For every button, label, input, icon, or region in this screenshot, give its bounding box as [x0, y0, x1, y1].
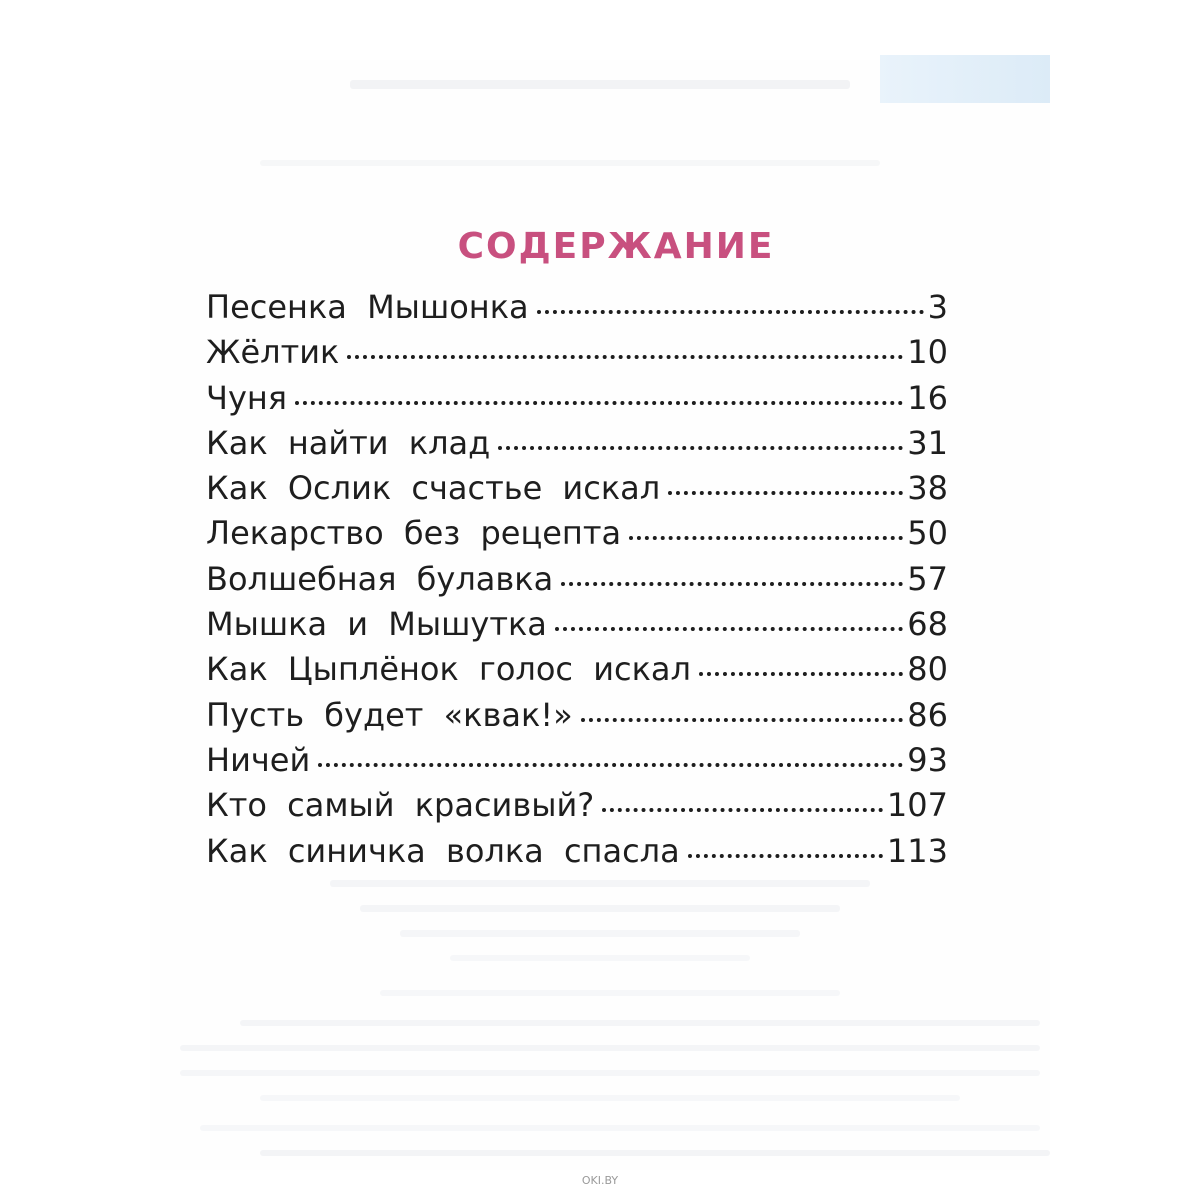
dot-leader — [688, 854, 883, 858]
bleed-through-line — [450, 955, 750, 961]
bleed-through-line — [330, 880, 870, 887]
table-of-contents — [206, 288, 948, 877]
toc-entry-page-number: 31 — [907, 423, 948, 462]
toc-entry-title: Как найти клад — [206, 423, 491, 462]
toc-entry-page-number: 113 — [886, 831, 948, 870]
toc-entry-page-number: 80 — [907, 650, 948, 689]
toc-entry — [206, 288, 948, 333]
bleed-through-line — [240, 1020, 1040, 1026]
dot-leader — [602, 808, 883, 812]
toc-entry-page-number: 50 — [907, 514, 948, 553]
toc-entry-title: Как Цыплёнок голос искал — [206, 650, 691, 689]
bleed-through-stripe — [880, 55, 1050, 103]
toc-entry-title: Пусть будет «квак!» — [206, 695, 573, 734]
toc-entry-title: Как синичка волка спасла — [206, 831, 680, 870]
dot-leader — [561, 582, 903, 586]
toc-entry-page-number: 38 — [907, 469, 948, 508]
toc-entry-title: Лекарство без рецепта — [206, 514, 622, 553]
dot-leader — [295, 401, 903, 405]
toc-entry — [206, 741, 948, 786]
dot-leader — [581, 718, 904, 722]
toc-entry-page-number: 3 — [927, 288, 948, 326]
toc-entry — [206, 514, 948, 559]
toc-entry-page-number: 16 — [907, 378, 948, 417]
toc-entry-page-number: 68 — [907, 605, 948, 644]
toc-entry-title: Кто самый красивый? — [206, 786, 595, 825]
toc-entry — [206, 650, 948, 695]
bleed-through-line — [260, 1095, 960, 1101]
bleed-through-line — [180, 1070, 1040, 1076]
toc-entry-page-number: 93 — [907, 740, 948, 779]
bleed-through-line — [260, 160, 880, 166]
bleed-through-line — [180, 1045, 1040, 1051]
toc-entry-title: Волшебная булавка — [206, 559, 554, 598]
toc-entry — [206, 333, 948, 378]
dot-leader — [537, 310, 924, 314]
toc-entry — [206, 424, 948, 469]
toc-entry — [206, 786, 948, 831]
toc-entry-title: Чуня — [206, 378, 288, 417]
toc-entry-title: Как Ослик счастье искал — [206, 469, 661, 508]
toc-entry-title: Жёлтик — [206, 333, 340, 372]
toc-entry-title: Ничей — [206, 740, 311, 779]
toc-entry-title: Песенка Мышонка — [206, 288, 529, 326]
toc-entry-page-number: 107 — [886, 786, 948, 825]
toc-entry — [206, 560, 948, 605]
toc-entry-title: Мышка и Мышутка — [206, 605, 547, 644]
toc-entry-page-number: 57 — [907, 559, 948, 598]
site-watermark: OKI.BY — [581, 1174, 619, 1187]
bleed-through-line — [360, 905, 840, 912]
dot-leader — [668, 491, 903, 495]
toc-entry — [206, 696, 948, 741]
dot-leader — [629, 536, 903, 540]
toc-entry — [206, 379, 948, 424]
dot-leader — [555, 627, 903, 631]
toc-entry-page-number: 86 — [907, 695, 948, 734]
toc-entry-page-number: 10 — [907, 333, 948, 372]
dot-leader — [699, 672, 903, 676]
bleed-through-line — [380, 990, 840, 996]
dot-leader — [318, 763, 903, 767]
bleed-through-line — [200, 1125, 1040, 1131]
toc-entry — [206, 832, 948, 877]
bleed-through-line — [260, 1150, 1050, 1156]
toc-entry — [206, 469, 948, 514]
contents-title: СОДЕРЖАНИЕ — [457, 226, 775, 267]
bleed-through-line — [350, 80, 850, 89]
bleed-through-line — [400, 930, 800, 937]
dot-leader — [498, 446, 903, 450]
dot-leader — [347, 355, 903, 359]
toc-entry — [206, 605, 948, 650]
